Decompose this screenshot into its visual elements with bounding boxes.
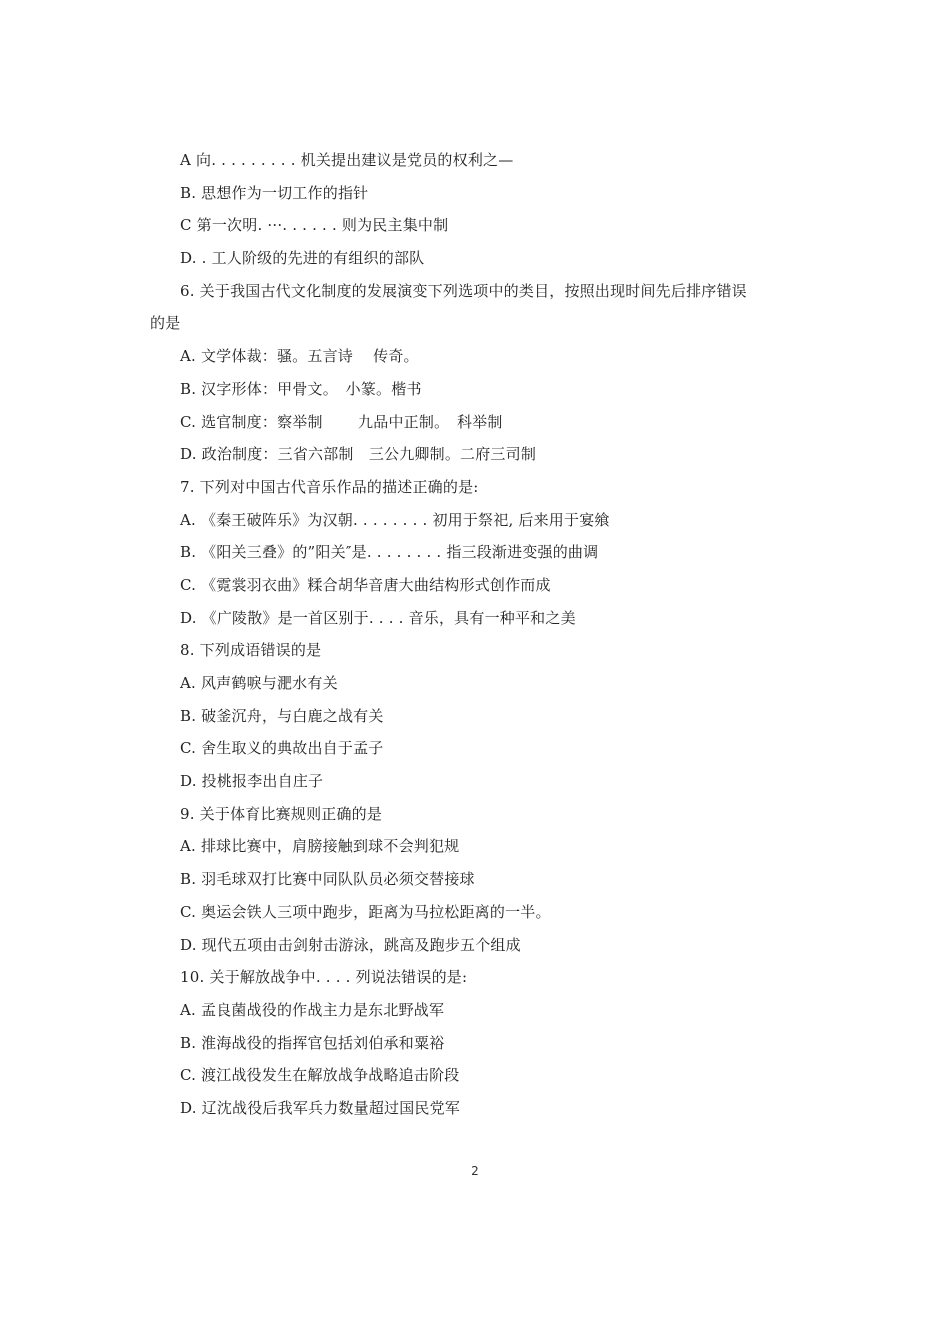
text-line: 7. 下列对中国古代音乐作品的描述正确的是: — [180, 477, 479, 496]
text-line: C 第一次明. ···. . . . . . 则为民主集中制 — [180, 216, 449, 235]
document-body — [150, 144, 810, 1125]
text-line: D. . 工人阶级的先进的有组织的部队 — [180, 249, 425, 268]
text-line: B. 破釜沉舟，与白鹿之战有关 — [180, 706, 384, 725]
text-line: B. 《阳关三叠》的”阳关″是. . . . . . . . 指三段渐进变强的曲调 — [180, 543, 599, 562]
text-line: B. 淮海战役的指挥官包括刘伯承和粟裕 — [180, 1033, 445, 1052]
text-line: B. 羽毛球双打比赛中同队队员必须交替接球 — [180, 870, 475, 889]
text-line: B. 思想作为一切工作的指针 — [180, 183, 369, 202]
text-line: 8. 下列成语错误的是 — [180, 641, 322, 660]
text-line: B. 汉字形体：甲骨文。 小篆。楷书 — [180, 379, 422, 398]
text-line: C. 奥运会铁人三项中跑步，距离为马拉松距离的一半。 — [180, 902, 551, 921]
text-line: A. 风声鹤唳与淝水有关 — [180, 674, 338, 692]
text-line: D. 投桃报李出自庄子 — [180, 772, 324, 791]
text-line: 6. 关于我国古代文化制度的发展演变下列选项中的类目，按照出现时间先后排序错误 — [180, 281, 747, 300]
text-line: D. 辽沈战役后我军兵力数量超过国民党军 — [180, 1098, 461, 1117]
text-line: A 向. . . . . . . . . 机关提出建议是党员的权利之— — [180, 151, 514, 169]
text-line: A. 文学体裁：骚。五言诗 传奇。 — [180, 347, 419, 366]
text-line: C. 舍生取义的典故出自于孟子 — [180, 739, 384, 758]
text-line: 10. 关于解放战争中. . . . 列说法错误的是: — [180, 968, 468, 987]
text-line: A. 排球比赛中，肩膀接触到球不会判犯规 — [180, 837, 460, 856]
text-line: D. 现代五项由击剑射击游泳，跳高及跑步五个组成 — [180, 935, 521, 954]
text-line: C. 《霓裳羽衣曲》糅合胡华音唐大曲结构形式创作而成 — [180, 575, 551, 594]
text-line: A. 《秦王破阵乐》为汉朝. . . . . . . . 初用于祭祀, 后来用于宴飨 — [180, 510, 610, 529]
text-line: A. 孟良菌战役的作战主力是东北野战军 — [180, 1000, 445, 1019]
text-line: C. 渡江战役发生在解放战争战略追击阶段 — [180, 1066, 460, 1085]
page-number: 2 — [471, 1164, 479, 1178]
text-line: D. 《广陵散》是一首区别于. . . . 音乐，具有一种平和之美 — [180, 608, 576, 627]
text-line: 9. 关于体育比赛规则正确的是 — [180, 804, 383, 823]
text-line: C. 选官制度：察举制 九品中正制。 科举制 — [180, 412, 503, 431]
text-line: D. 政治制度：三省六部制 三公九卿制。二府三司制 — [180, 445, 537, 464]
text-line: 的是 — [150, 314, 181, 333]
